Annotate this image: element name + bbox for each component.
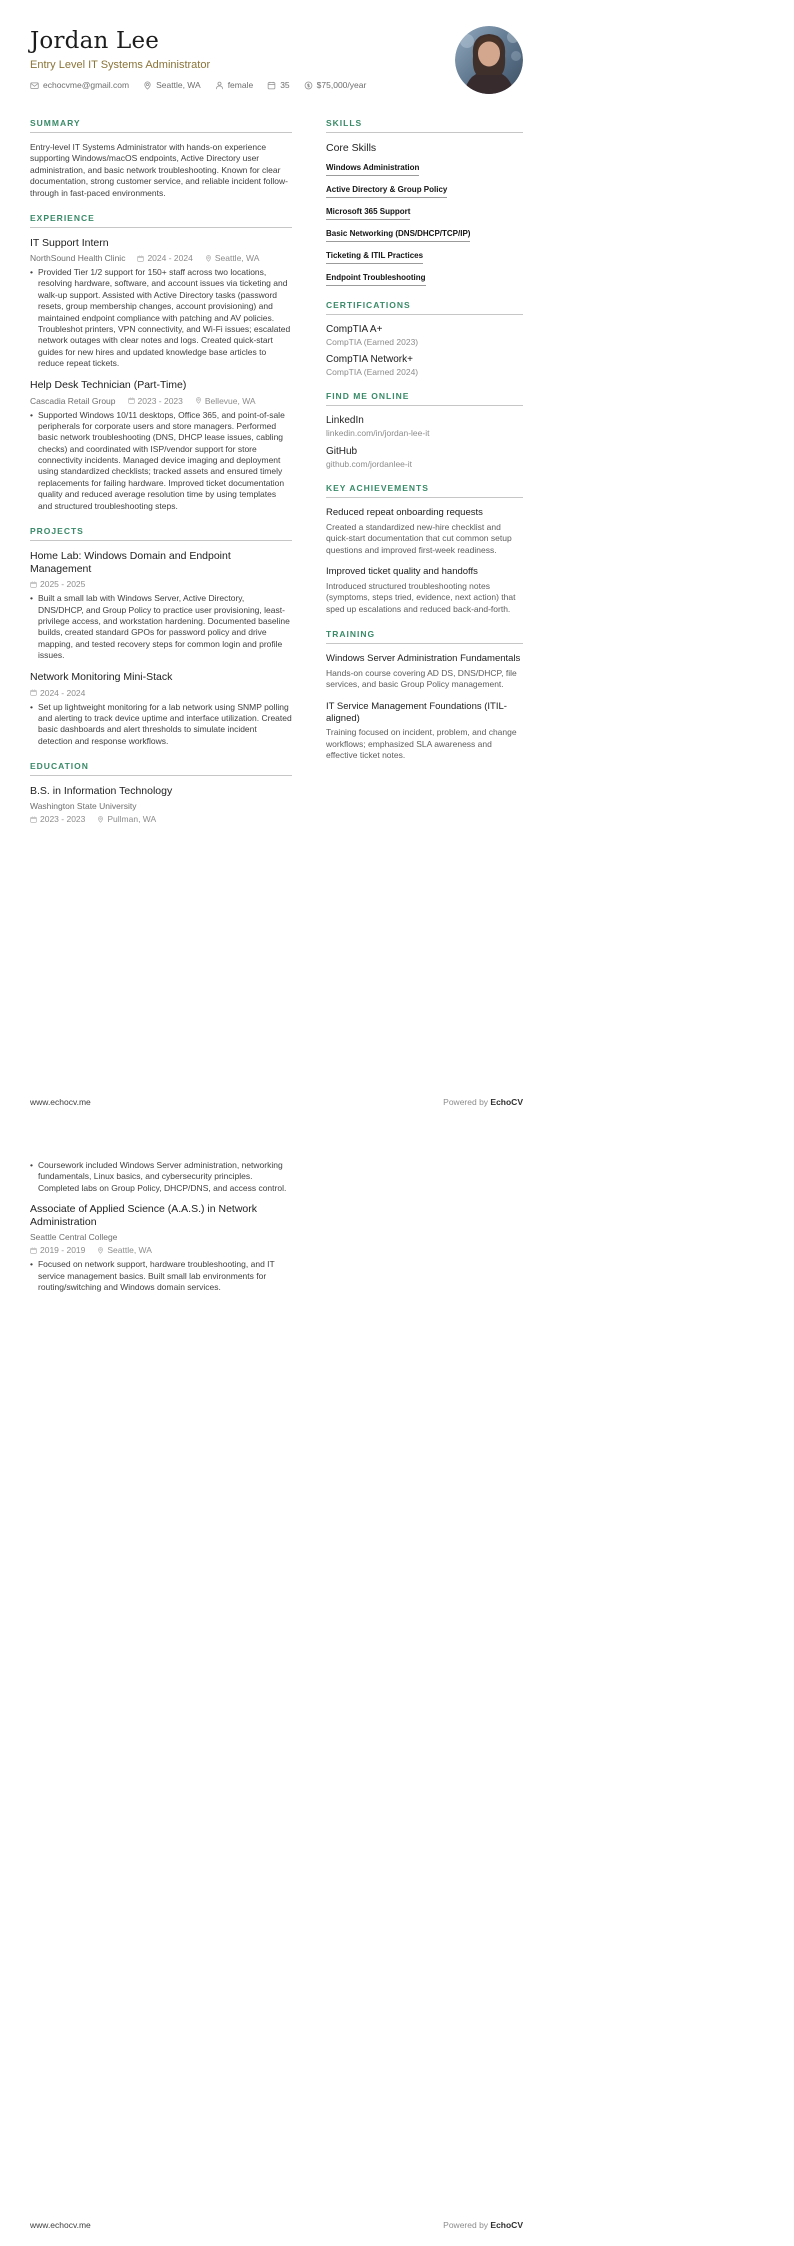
calendar-icon [30,581,37,588]
contact-row [30,80,523,90]
achievement-item [326,507,523,556]
location-pin-icon [205,255,212,262]
salary-icon [304,81,313,90]
education-location [97,1245,152,1255]
location-pin-icon [143,81,152,90]
two-column-body [30,118,523,838]
education-heading: EDUCATION [30,761,292,776]
project-bullet-text: Built a small lab with Windows Server, Active Directory, DNS/DHCP, and Group Policy to practice user provisioning, least-privilege access, and workstation hardening. Documented baseline builds, created standard GPOs for password policy and drive mapping, and tested recovery steps for common login and profile issues. [37,593,290,660]
school-name: Seattle Central College [30,1232,118,1243]
education-bullet-text: Coursework included Windows Server administration, networking fundamentals, Linux basics, and cybersecurity principles. Completed labs on Group Policy, DHCP/DNS, and access control. [37,1160,287,1193]
job-dates-text: 2023 - 2023 [137,395,183,406]
company-name: Cascadia Retail Group [30,395,116,406]
job-meta [30,253,292,263]
job-bullet-text: Provided Tier 1/2 support for 150+ staff across two locations, resolving hardware, software, and account issues via ticketing and walk-up support. Assisted with Active Directory tasks (password resets, group membership changes, account provisioning) and maintained endpoint compliance with patching and AV policies. Troubleshot printers, VPN connectivity, and Wi-Fi issues; escalated network outages with clear notes and logs. Created quick-start guides for new hires and updated knowledge base articles to reduce repeat tickets. [37,267,291,368]
job-location-text: Seattle, WA [214,253,260,263]
training-item [326,701,523,762]
page-2-content [30,1123,292,1294]
project-title: Home Lab: Windows Domain and Endpoint Management [30,549,231,575]
brand-name: EchoCV [490,1097,523,1107]
achievement-text: Created a standardized new-hire checklist and quick-start documentation that cut common setup questions and improved first-week readiness. [326,521,512,555]
age-icon [267,81,276,90]
education-dates [30,1245,85,1255]
contact-gender [215,80,254,90]
certification-item [326,354,523,377]
skill-tag: Basic Networking (DNS/DHCP/TCP/IP) [326,229,470,242]
skill-tag: Microsoft 365 Support [326,207,410,220]
find-me-online-section [326,391,523,469]
projects-section [30,526,292,747]
job-meta [30,396,292,406]
powered-by-prefix: Powered by [443,1097,491,1107]
project-item [30,550,292,662]
education-item [30,785,292,824]
profile-link-label: GitHub [326,446,358,457]
job-location [195,396,256,406]
achievement-text: Introduced structured troubleshooting notes (symptoms, steps tried, evidence, next action) that sped up escalations and reduced back-and-forth. [326,580,516,614]
contact-location-text: Seattle, WA [156,80,201,90]
avatar [455,26,523,94]
certification-detail: CompTIA (Earned 2023) [326,337,419,347]
bullet-dot: • [30,267,33,277]
education-dates-text: 2023 - 2023 [40,814,86,825]
brand-name: EchoCV [490,2220,523,2230]
summary-heading: SUMMARY [30,118,292,133]
project-bullet-text: Set up lightweight monitoring for a lab network using SNMP polling and alerting to track device uptime and interface utilization. Created basic dashboards and alert thresholds to simulate incident detection and response workflows. [37,701,292,746]
summary-section [30,118,292,199]
skill-tags [326,163,523,286]
contact-salary [304,80,367,90]
location-pin-icon [97,1247,104,1254]
calendar-icon [137,255,144,262]
calendar-icon [30,689,37,696]
job-bullet [30,267,292,369]
achievement-title: Improved ticket quality and handoffs [326,566,478,577]
contact-salary-text: $75,000/year [316,80,367,90]
project-dates-text: 2025 - 2025 [40,579,86,590]
training-text: Training focused on incident, problem, and change workflows; emphasized SLA awareness and effective ticket notes. [326,727,517,761]
contact-age [267,80,289,90]
key-achievements-heading: KEY ACHIEVEMENTS [326,483,523,498]
education-dates-text: 2019 - 2019 [40,1245,86,1256]
degree-title: Associate of Applied Science (A.A.S.) in Network Administration [30,1203,258,1229]
left-column [30,118,292,838]
bullet-dot: • [30,701,33,712]
certification-detail: CompTIA (Earned 2024) [326,367,419,377]
location-pin-icon [97,816,104,823]
education-bullet-text: Focused on network support, hardware troubleshooting, and IT service management basics. Built small lab environments for routing/switching and Windows domain services. [37,1259,275,1293]
find-me-online-heading: FIND ME ONLINE [326,391,523,406]
page-footer [30,2220,523,2230]
project-dates-text: 2024 - 2024 [40,687,86,698]
calendar-icon [30,1247,37,1254]
job-location-text: Bellevue, WA [204,395,256,406]
powered-by [443,1097,523,1107]
training-item [326,653,523,691]
experience-item [30,379,292,512]
job-dates [137,253,192,263]
education-meta [30,814,292,824]
contact-email [30,80,129,90]
page-2 [0,1123,794,2246]
project-title: Network Monitoring Mini-Stack [30,671,173,684]
gender-icon [215,81,224,90]
certifications-section [326,300,523,377]
achievement-item [326,566,523,615]
job-bullet-text: Supported Windows 10/11 desktops, Office 365, and point-of-sale peripherals for corporate users and store managers. Performed basic network troubleshooting (DNS, DHCP lease issues, cabling checks) and coordinated with ISP/vendor support for store connectivity incidents. Managed device imaging and deployment using standardized checklists; tracked assets and ensured timely replacements for failing hardware. Improved ticket documentation quality and reduced average resolution time by using templates and structured troubleshooting steps. [37,409,285,511]
location-pin-icon [195,397,202,404]
project-dates [30,579,85,589]
education-meta [30,1245,292,1255]
skill-tag: Active Directory & Group Policy [326,185,447,198]
project-bullet [30,702,292,748]
right-column [326,118,523,838]
certification-name: CompTIA A+ [326,324,383,335]
company-name: NorthSound Health Clinic [30,253,126,263]
key-achievements-section [326,483,523,615]
footer-site-url: www.echocv.me [30,1097,91,1107]
bullet-dot: • [30,1160,33,1170]
certification-item [326,324,523,347]
job-title: Help Desk Technician (Part-Time) [30,379,187,392]
profile-link-item [326,446,523,469]
github-link[interactable]: github.com/jordanlee-it [326,459,412,469]
email-icon [30,81,39,90]
job-bullet [30,410,292,512]
training-title: Windows Server Administration Fundamentals [326,653,521,664]
project-item [30,671,292,747]
bullet-dot: • [30,593,33,604]
bullet-dot: • [30,1259,33,1270]
calendar-icon [128,397,135,404]
education-item [30,1203,292,1293]
bullet-dot: • [30,409,33,420]
skill-tag: Windows Administration [326,163,419,176]
training-title: IT Service Management Foundations (ITIL-aligned) [326,700,507,724]
person-job-title: Entry Level IT Systems Administrator [30,59,211,71]
education-bullet [30,1259,292,1293]
project-dates [30,688,85,698]
achievement-title: Reduced repeat onboarding requests [326,507,483,518]
skill-group-title: Core Skills [326,142,377,154]
person-name: Jordan Lee [30,28,160,54]
skills-section [326,118,523,286]
experience-section [30,213,292,512]
experience-heading: EXPERIENCE [30,213,292,228]
resume-header [30,28,523,90]
skill-tag: Ticketing & ITIL Practices [326,251,423,264]
contact-email-text: echocvme@gmail.com [43,80,130,90]
linkedin-link[interactable]: linkedin.com/in/jordan-lee-it [326,428,430,438]
project-meta [30,579,292,589]
education-bullet [30,1160,292,1194]
degree-title: B.S. in Information Technology [30,785,173,797]
projects-heading: PROJECTS [30,526,292,541]
footer-site-url: www.echocv.me [30,2220,91,2230]
certifications-heading: CERTIFICATIONS [326,300,523,315]
calendar-icon [30,816,37,823]
education-location [97,814,156,824]
training-section [326,629,523,762]
experience-item [30,237,292,370]
training-text: Hands-on course covering AD DS, DNS/DHCP, file services, and basic Group Policy management. [326,667,517,690]
training-heading: TRAINING [326,629,523,644]
summary-text: Entry-level IT Systems Administrator with hands-on experience supporting Windows/macOS endpoints, Active Directory user administration, and basic network troubleshooting. Known for clear documentation, strong customer service, and reliable incident follow-through in fast-paced environments. [30,142,288,198]
education-section [30,761,292,824]
job-title: IT Support Intern [30,236,109,249]
profile-link-item [326,415,523,438]
certification-name: CompTIA Network+ [326,354,413,365]
education-location-text: Pullman, WA [107,814,157,825]
skills-heading: SKILLS [326,118,523,133]
contact-age-text: 35 [280,80,290,90]
spacer [30,1194,292,1203]
education-location-text: Seattle, WA [107,1245,152,1256]
job-dates-text: 2024 - 2024 [147,253,193,263]
job-location [205,253,260,263]
school-name: Washington State University [30,801,137,812]
job-dates [128,396,183,406]
powered-by-prefix: Powered by [443,2220,491,2230]
powered-by [443,2220,523,2230]
education-dates [30,814,85,824]
project-bullet [30,593,292,661]
profile-link-label: LinkedIn [326,415,364,426]
contact-location [143,80,201,90]
contact-gender-text: female [227,80,254,90]
project-meta [30,688,292,698]
page-1-content [30,0,523,838]
page-footer [30,1097,523,1107]
skill-tag: Endpoint Troubleshooting [326,273,426,286]
